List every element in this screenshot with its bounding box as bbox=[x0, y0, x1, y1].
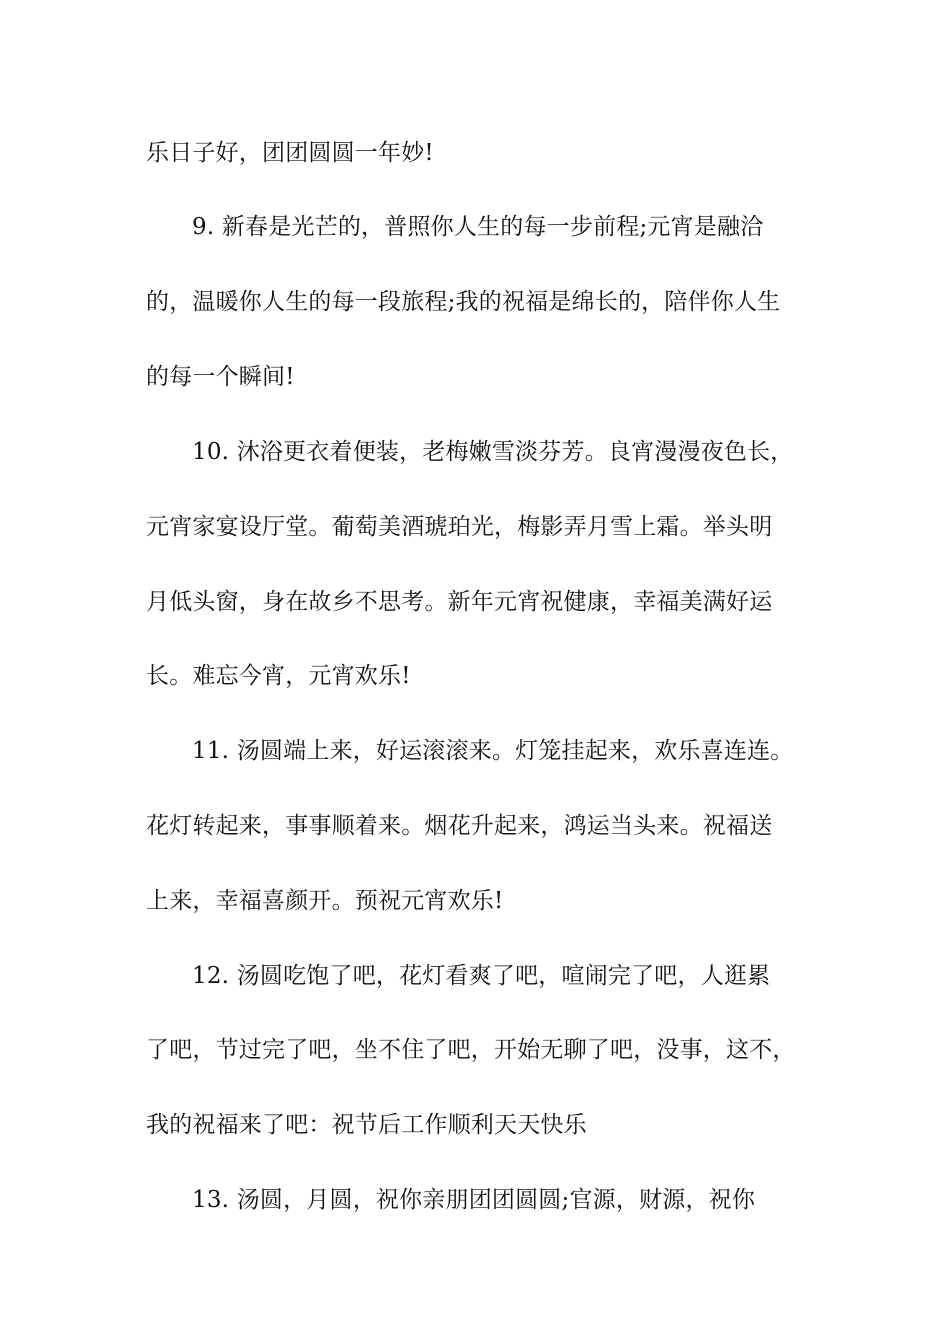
item-11-line-2: 花灯转起来，事事顺着来。烟花升起来，鸿运当头来。祝福送 bbox=[146, 813, 773, 839]
item-9-line-1: 9. 新春是光芒的，普照你人生的每一步前程;元宵是融洽 bbox=[192, 214, 764, 240]
item-11-line-3: 上来，幸福喜颜开。预祝元宵欢乐! bbox=[146, 888, 504, 914]
item-12-line-3: 我的祝福来了吧：祝节后工作顺利天天快乐 bbox=[146, 1112, 587, 1138]
item-10-line-3: 月低头窗，身在故乡不思考。新年元宵祝健康，幸福美满好运 bbox=[146, 589, 773, 615]
item-12-line-1: 12. 汤圆吃饱了吧，花灯看爽了吧，喧闹完了吧，人逛累 bbox=[192, 963, 771, 989]
text-line: 乐日子好，团团圆圆一年妙! bbox=[146, 140, 434, 166]
item-12-line-2: 了吧，节过完了吧，坐不住了吧，开始无聊了吧，没事，这不， bbox=[146, 1037, 796, 1063]
item-13-line-1: 13. 汤圆，月圆，祝你亲朋团团圆圆;官源，财源，祝你 bbox=[192, 1187, 756, 1213]
item-9-line-3: 的每一个瞬间! bbox=[146, 364, 295, 390]
item-10-line-1: 10. 沐浴更衣着便装，老梅嫩雪淡芬芳。良宵漫漫夜色长， bbox=[192, 439, 794, 465]
item-9-line-2: 的，温暖你人生的每一段旅程;我的祝福是绵长的，陪伴你人生 bbox=[146, 289, 781, 315]
item-10-line-4: 长。难忘今宵，元宵欢乐! bbox=[146, 663, 411, 689]
item-10-line-2: 元宵家宴设厅堂。葡萄美酒琥珀光，梅影弄月雪上霜。举头明 bbox=[146, 514, 773, 540]
item-11-line-1: 11. 汤圆端上来，好运滚滚来。灯笼挂起来，欢乐喜连连。 bbox=[192, 738, 794, 764]
